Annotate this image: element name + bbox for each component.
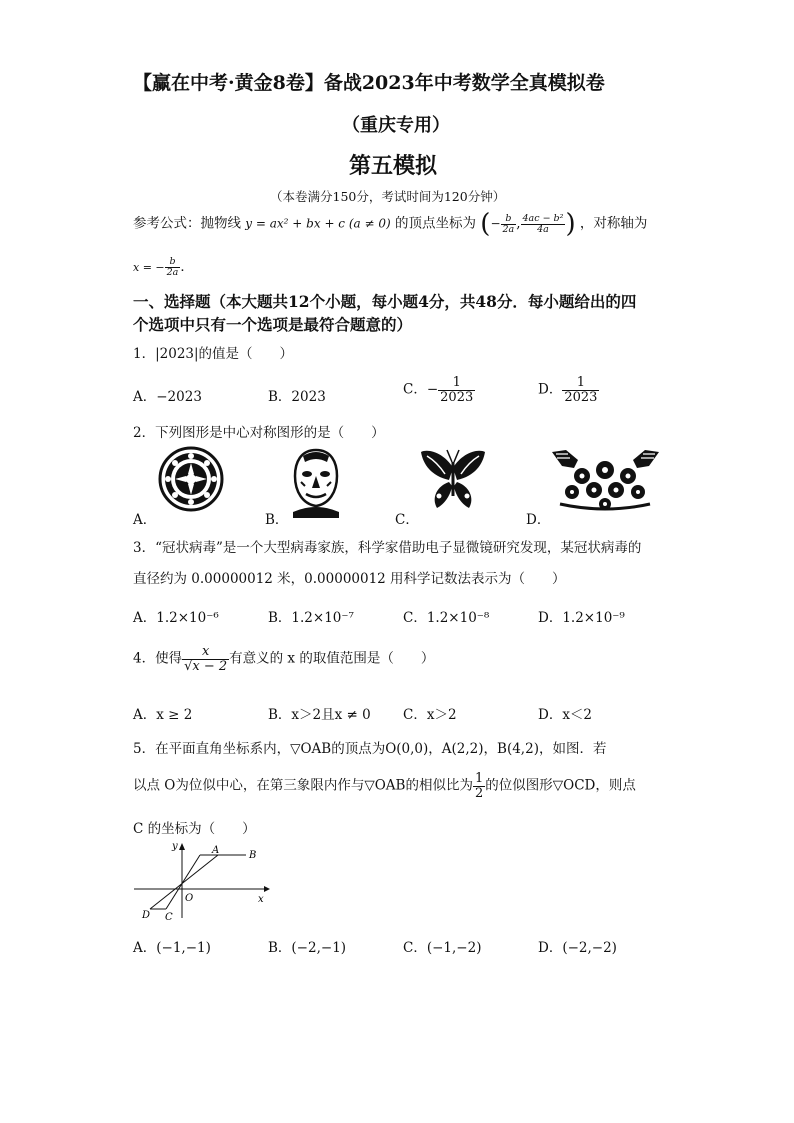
q1-option-c: C．− $\frac{1}{2023}$	[403, 375, 474, 405]
q4-stem: 4．使得 $\frac{x}{√x - 2}$ 有意义的 x 的取值范围是（ ）	[133, 644, 435, 674]
x-axis-arrow-icon	[264, 886, 270, 892]
parabola-expression: y = ax² + bx + c (a ≠ 0)	[245, 216, 391, 231]
y-axis-arrow-icon	[179, 843, 185, 850]
q5-option-a: A．(−1,−1)	[133, 940, 211, 956]
q3-stem-line2: 直径约为 0.00000012 米，0.00000012 用科学记数法表示为（ ）	[133, 571, 566, 587]
exam-info: （本卷满分150分，考试时间为120分钟）	[270, 189, 506, 204]
q2-option-a: A．	[133, 512, 157, 528]
q5-option-b: B．(−2,−1)	[268, 940, 347, 956]
butterfly-figure	[417, 446, 489, 516]
q3-stem-line1: 3．“冠状病毒”是一个大型病毒家族，科学家借助电子显微镜研究发现，某冠状病毒的	[133, 540, 642, 556]
point-o-label: O	[185, 893, 194, 904]
q4-option-c: C．x＞2	[403, 707, 457, 723]
q5-stem-line1: 5．在平面直角坐标系内，▽OAB的顶点为O(0,0)，A(2,2)，B(4,2)，如图．若	[133, 741, 607, 757]
segment-db	[150, 855, 218, 909]
axis-of-symmetry: x = − $\frac{b}{2a}$ ．	[133, 256, 194, 278]
q1-option-b: B．2023	[268, 389, 326, 405]
vertex-x-fraction: $\frac{b}{2a}$	[502, 212, 515, 235]
coordinate-figure	[130, 840, 275, 922]
formula-prefix: 参考公式：抛物线	[133, 215, 241, 232]
q5-ratio-fraction: $\frac{1}{2}$	[474, 771, 484, 801]
q2-option-b: B．	[265, 512, 289, 528]
q3-option-a: A．1.2×10⁻⁶	[133, 610, 219, 626]
q3-option-d: D．1.2×10⁻⁹	[538, 610, 625, 626]
point-d-label: D	[142, 910, 151, 921]
axis-fraction: $\frac{b}{2a}$	[166, 256, 179, 278]
section-heading-line2: 个选项中只有一个选项是最符合题意的）	[133, 315, 413, 334]
q2-option-c: C．	[395, 512, 419, 528]
opera-mask-figure	[287, 446, 345, 520]
q5-option-c: C．(−1,−2)	[403, 940, 482, 956]
q5-stem-line2: 以点 O为位似中心，在第三象限内作与▽OAB的相似比为 $\frac{1}{2}$ 的位似图形▽OCD，则点	[133, 771, 636, 801]
reference-formula: 参考公式：抛物线 y = ax² + bx + c (a ≠ 0) 的顶点坐标为 (− $\frac{b}{2a}$ , $\frac{\text{4ac − b²}}{4a}$ ) ，对称轴为	[133, 209, 648, 239]
paper-cut-wheel-figure	[156, 446, 226, 512]
y-axis-label: y	[172, 841, 178, 852]
paper-subtitle: （重庆专用）	[342, 115, 450, 136]
q5-stem-line3: C 的坐标为（ ）	[133, 821, 256, 837]
q4-option-a: A．x ≥ 2	[133, 707, 193, 723]
q2-stem: 2．下列图形是中心对称图形的是（ ）	[133, 425, 385, 441]
point-c-label: C	[165, 912, 173, 922]
formula-middle: 的顶点坐标为	[394, 215, 476, 232]
paper-name: 第五模拟	[349, 153, 438, 179]
segment-ca	[166, 855, 200, 909]
paper-title: 【赢在中考·黄金8卷】备战2023年中考数学全真模拟卷	[133, 72, 605, 94]
q1-option-d: D． $\frac{1}{2023}$	[538, 375, 598, 405]
point-a-label: A	[212, 845, 220, 856]
q1-option-a: A．−2023	[133, 389, 202, 405]
q4-option-b: B．x＞2且x ≠ 0	[268, 707, 371, 723]
q4-option-d: D．x＜2	[538, 707, 593, 723]
q3-option-b: B．1.2×10⁻⁷	[268, 610, 354, 626]
section-heading-line1: 一、选择题（本大题共12个小题，每小题4分，共48分．每小题给出的四	[133, 292, 637, 311]
q4-fraction: $\frac{x}{√x - 2}$	[184, 644, 228, 674]
x-axis-label: x	[258, 894, 264, 905]
q5-option-d: D．(−2,−2)	[538, 940, 617, 956]
q3-option-c: C．1.2×10⁻⁸	[403, 610, 490, 626]
formula-suffix: ，对称轴为	[579, 215, 648, 232]
vertex-y-fraction: $\frac{\text{4ac − b²}}{4a}$	[522, 212, 564, 235]
point-b-label: B	[249, 850, 257, 861]
birds-and-flowers-figure	[548, 446, 663, 512]
q1-stem: 1．|2023|的值是（ ）	[133, 346, 294, 362]
q2-option-d: D．	[526, 512, 551, 528]
